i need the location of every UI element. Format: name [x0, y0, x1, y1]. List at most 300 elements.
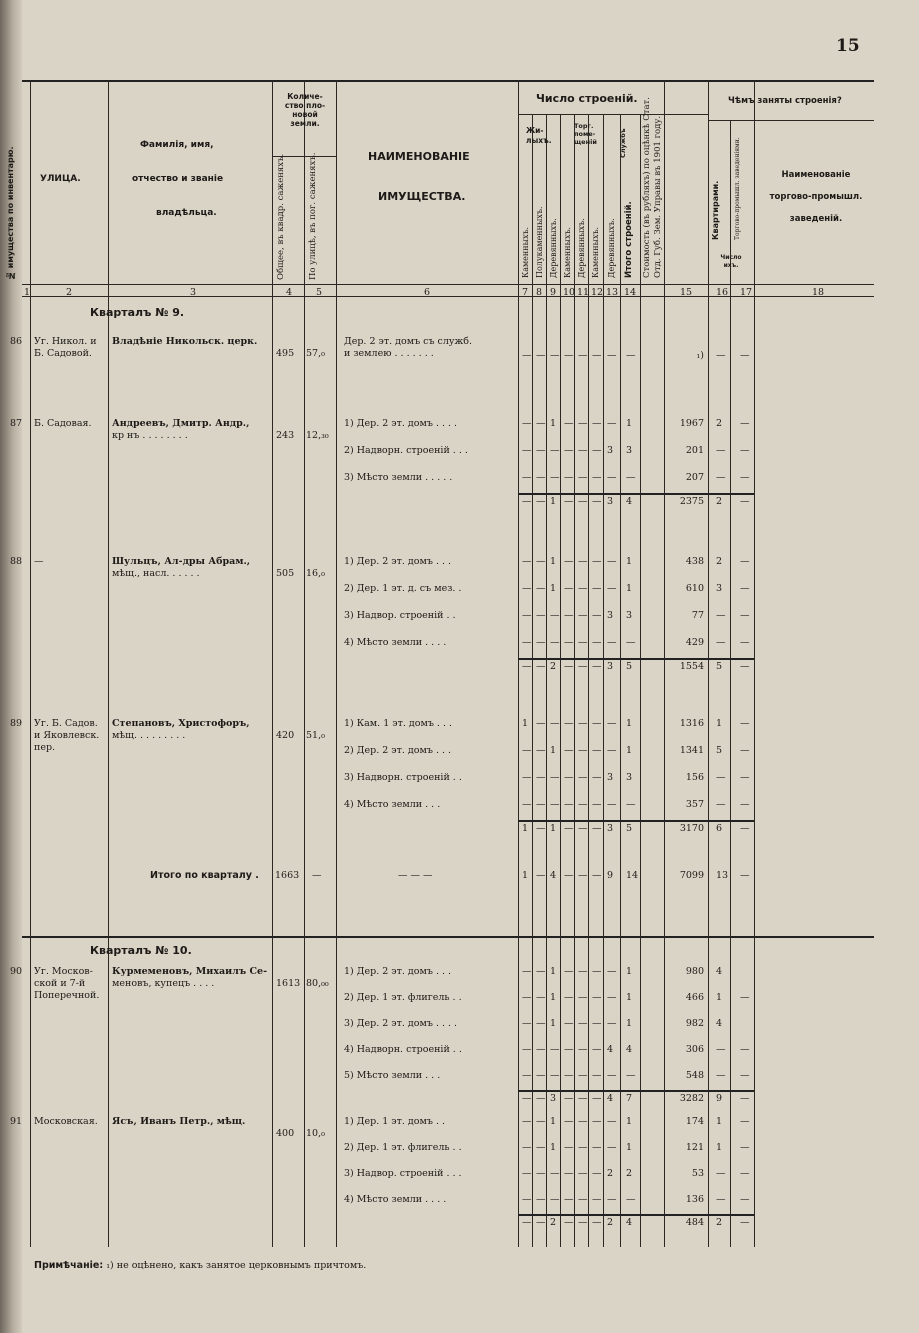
- q10-entry-90-item-3-col12: —: [592, 1018, 602, 1029]
- quarter-10-title: Кварталъ № 10.: [90, 944, 192, 957]
- q9-entry-89-item-1-col10: —: [564, 718, 574, 729]
- q9-entry-88-item-3-col10: —: [564, 610, 574, 621]
- q9-entry-89-item-1-value: 1316: [679, 718, 704, 729]
- q10-entry-90-total-value: 3282: [679, 1093, 704, 1104]
- q10-entry-90-total-col12: —: [592, 1093, 602, 1104]
- q9-entry-88-total-col13: 3: [607, 661, 614, 672]
- q10-entry-91-item-2-col11: —: [578, 1142, 588, 1153]
- q10-entry-90-item-2-value: 466: [685, 992, 704, 1003]
- q9-entry-87-total-col11: —: [578, 496, 588, 507]
- q9-entry-89-item-2-col14: 1: [626, 745, 633, 756]
- q10-entry-90-total-trade-count: —: [740, 1093, 750, 1104]
- q10-entry-91-item-4-apartments: —: [716, 1194, 726, 1205]
- q10-entry-90-total-col7: —: [522, 1093, 532, 1104]
- q9-entry-88-item-2-col11: —: [578, 583, 588, 594]
- q9-entry-88-item-4-col11: —: [578, 637, 588, 648]
- q10-entry-90-item-5-col11: —: [578, 1070, 588, 1081]
- q10-entry-91-item-1-apartments: 1: [716, 1116, 723, 1127]
- q9-entry-87-item-1-name: 1) Дер. 2 эт. домъ . . . .: [344, 418, 458, 429]
- q9-entry-88-item-1-col12: —: [592, 556, 602, 567]
- q10-entry-90-owner-0: Курмеменовъ, Михаилъ Се-: [112, 966, 268, 977]
- q10-entry-90-item-2-col14: 1: [626, 992, 633, 1003]
- column-number-6: 6: [424, 287, 431, 298]
- header-owner-2: отчество и званіе: [132, 174, 224, 184]
- q9-entry-87-item-1-col8: —: [536, 418, 546, 429]
- q10-entry-90-item-2-col8: —: [536, 992, 546, 1003]
- q9-entry-88-total-col7: —: [522, 661, 532, 672]
- q9-entry-88-item-4-name: 4) Мѣсто земли . . . .: [344, 637, 447, 648]
- q9-entry-89-item-1-trade-count: —: [740, 718, 750, 729]
- quarter-9-total-col10: —: [564, 870, 574, 881]
- q9-entry-89-item-3-col10: —: [564, 772, 574, 783]
- q9-entry-87-item-1-col12: —: [592, 418, 602, 429]
- q10-entry-90-item-5-name: 5) Мѣсто земли . . .: [344, 1070, 441, 1081]
- q9-entry-86-item-1-col14: —: [626, 350, 636, 361]
- q10-entry-90-area: 1613: [276, 978, 301, 989]
- q9-entry-89-item-2-col8: —: [536, 745, 546, 756]
- q10-entry-90-item-3-col13: —: [607, 1018, 617, 1029]
- q9-entry-88-item-3-col7: —: [522, 610, 532, 621]
- q10-entry-91-item-2-col14: 1: [626, 1142, 633, 1153]
- q10-entry-91-item-3-col12: —: [592, 1168, 602, 1179]
- q10-entry-91-total-trade-count: —: [740, 1217, 750, 1228]
- q10-entry-90-item-3-col14: 1: [626, 1018, 633, 1029]
- q9-entry-86-item-1-col9: —: [550, 350, 560, 361]
- q10-entry-90-item-4-col14: 4: [626, 1044, 633, 1055]
- q10-entry-91-frontage: 10,₀: [306, 1128, 325, 1139]
- quarter-9-total-apartments: 13: [716, 870, 729, 881]
- q10-entry-90-item-2-col11: —: [578, 992, 588, 1003]
- q10-entry-91-item-1-trade-count: —: [740, 1116, 750, 1127]
- column-number-13: 13: [606, 287, 619, 298]
- q9-entry-87-item-3-col11: —: [578, 472, 588, 483]
- q9-entry-88-area: 505: [276, 568, 295, 579]
- q10-entry-90-item-2-trade-count: —: [740, 992, 750, 1003]
- q9-entry-88-item-1-col8: —: [536, 556, 546, 567]
- column-number-15: 15: [680, 287, 693, 298]
- q9-entry-87-area: 243: [276, 430, 295, 441]
- footnote: Примѣчаніе: ₁) не оцѣнено, какъ занятое церковнымъ причтомъ.: [34, 1260, 367, 1271]
- q9-entry-88-street-0: —: [34, 556, 44, 567]
- header-col9: Деревянныхъ.: [549, 218, 558, 278]
- q9-entry-88-item-4-col10: —: [564, 637, 574, 648]
- q10-entry-90-item-3-col8: —: [536, 1018, 546, 1029]
- q9-entry-88-item-1-col9: 1: [550, 556, 557, 567]
- rule-line: [518, 1090, 754, 1092]
- q9-entry-89-item-2-name: 2) Дер. 2 эт. домъ . . .: [344, 745, 452, 756]
- q10-entry-91-item-4-trade-count: —: [740, 1194, 750, 1205]
- q10-entry-90-item-4-col13: 4: [607, 1044, 614, 1055]
- q9-entry-87-item-1-col14: 1: [626, 418, 633, 429]
- q9-entry-87-item-3-col7: —: [522, 472, 532, 483]
- q9-entry-89-item-2-apartments: 5: [716, 745, 723, 756]
- header-land-street: По улицѣ, въ пог. саженяхъ.: [308, 152, 318, 280]
- q9-entry-86-item-1-col13: —: [607, 350, 617, 361]
- q9-entry-88-total-col12: —: [592, 661, 602, 672]
- q9-entry-87-item-2-value: 201: [685, 445, 704, 456]
- q9-entry-89-item-3-col11: —: [578, 772, 588, 783]
- q10-entry-90-item-5-value: 548: [685, 1070, 704, 1081]
- q9-entry-89-item-2-col11: —: [578, 745, 588, 756]
- q9-entry-87-item-1-col10: —: [564, 418, 574, 429]
- header-value: Стоимость (въ рубляхъ) по оцѣнкѣ Стат. Отд. Губ. Зем. Управы въ 1901 году.: [642, 97, 663, 278]
- q9-entry-88-owner-0: Шульцъ, Ал-дры Абрам.,: [112, 556, 251, 567]
- column-number-14: 14: [624, 287, 637, 298]
- q9-entry-88-item-3-name: 3) Надвор. строеній . .: [344, 610, 456, 621]
- q9-entry-86-item-1-col12: —: [592, 350, 602, 361]
- q10-entry-91-item-3-col8: —: [536, 1168, 546, 1179]
- q10-entry-90-item-2-name: 2) Дер. 1 эт. флигель . .: [344, 992, 462, 1003]
- header-col7: Каменныхъ.: [521, 226, 530, 278]
- q10-entry-91-item-3-col7: —: [522, 1168, 532, 1179]
- quarter-9-total-value: 7099: [679, 870, 704, 881]
- q10-entry-91-total-value: 484: [685, 1217, 704, 1228]
- q10-entry-91-total-col14: 4: [626, 1217, 633, 1228]
- q10-entry-91-number: 91: [10, 1116, 23, 1127]
- q9-entry-87-item-2-col10: —: [564, 445, 574, 456]
- q10-entry-91-item-2-col9: 1: [550, 1142, 557, 1153]
- q9-entry-89-item-3-value: 156: [685, 772, 704, 783]
- q10-entry-91-total-col12: —: [592, 1217, 602, 1228]
- header-trade-estab: Торгово-промышл. заведеніями.: [734, 137, 741, 240]
- column-number-8: 8: [536, 287, 543, 298]
- q9-entry-89-area: 420: [276, 730, 295, 741]
- q10-entry-90-total-col14: 7: [626, 1093, 633, 1104]
- quarter-9-total-col9: 4: [550, 870, 557, 881]
- q9-entry-89-total-col8: —: [536, 823, 546, 834]
- quarter-9-total-frontage: —: [312, 870, 322, 881]
- q10-entry-90-item-3-col11: —: [578, 1018, 588, 1029]
- q9-entry-87-item-1-col7: —: [522, 418, 532, 429]
- header-property-1: НАИМЕНОВАНІЕ: [368, 150, 470, 163]
- q9-entry-88-item-3-col9: —: [550, 610, 560, 621]
- q10-entry-91-total-col7: —: [522, 1217, 532, 1228]
- q9-entry-87-item-3-col12: —: [592, 472, 602, 483]
- q9-entry-87-item-3-name: 3) Мѣсто земли . . . . .: [344, 472, 453, 483]
- q9-entry-88-item-4-col7: —: [522, 637, 532, 648]
- quarter-9-total-label: Итого по кварталу .: [150, 870, 259, 881]
- q10-entry-91-item-3-col13: 2: [607, 1168, 614, 1179]
- q9-entry-86-item-1-col11: —: [578, 350, 588, 361]
- q9-entry-89-item-4-trade-count: —: [740, 799, 750, 810]
- q9-entry-87-item-3-col13: —: [607, 472, 617, 483]
- column-number-9: 9: [550, 287, 557, 298]
- q9-entry-87-total-apartments: 2: [716, 496, 723, 507]
- q9-entry-89-item-1-col14: 1: [626, 718, 633, 729]
- q10-entry-90-item-1-apartments: 4: [716, 966, 723, 977]
- q10-entry-90-item-2-apartments: 1: [716, 992, 723, 1003]
- q10-entry-90-item-4-col8: —: [536, 1044, 546, 1055]
- q9-entry-88-item-2-name: 2) Дер. 1 эт. д. съ мез. .: [344, 583, 462, 594]
- q10-entry-91-item-2-col13: —: [607, 1142, 617, 1153]
- q9-entry-89-item-3-name: 3) Надворн. строеній . .: [344, 772, 462, 783]
- q10-entry-90-item-3-name: 3) Дер. 2 эт. домъ . . . .: [344, 1018, 458, 1029]
- q9-entry-89-item-3-col13: 3: [607, 772, 614, 783]
- q9-entry-88-item-4-col8: —: [536, 637, 546, 648]
- q9-entry-87-total-col8: —: [536, 496, 546, 507]
- q9-entry-87-owner-1: кр нъ . . . . . . . .: [112, 430, 188, 441]
- header-trade-name: Наименованіе торгово-промышл. заведеній.: [769, 170, 863, 224]
- header-property-2: ИМУЩЕСТВА.: [378, 190, 466, 203]
- q9-entry-88-item-3-col8: —: [536, 610, 546, 621]
- q9-entry-87-item-2-name: 2) Надворн. строеній . . .: [344, 445, 468, 456]
- q10-entry-91-item-1-col11: —: [578, 1116, 588, 1127]
- q10-entry-90-total-apartments: 9: [716, 1093, 723, 1104]
- q9-entry-87-item-1-col9: 1: [550, 418, 557, 429]
- q9-entry-87-item-2-col12: —: [592, 445, 602, 456]
- q10-entry-90-item-5-col10: —: [564, 1070, 574, 1081]
- q9-entry-88-item-2-col13: —: [607, 583, 617, 594]
- q10-entry-91-item-4-value: 136: [685, 1194, 704, 1205]
- header-land-total: Общее, въ квадр. саженяхъ.: [276, 153, 286, 280]
- q10-entry-91-item-1-col9: 1: [550, 1116, 557, 1127]
- q10-entry-91-item-3-trade-count: —: [740, 1168, 750, 1179]
- q9-entry-89-item-4-col11: —: [578, 799, 588, 810]
- header-service: Службъ: [619, 128, 627, 158]
- rule-line: [518, 658, 754, 660]
- q9-entry-86-item-1-apartments: —: [716, 350, 726, 361]
- q9-entry-86-item-1-col7: —: [522, 350, 532, 361]
- q10-entry-91-item-3-name: 3) Надвор. строеній . . .: [344, 1168, 462, 1179]
- column-number-5: 5: [316, 287, 323, 298]
- q9-entry-87-total-col9: 1: [550, 496, 557, 507]
- q9-entry-89-item-4-col12: —: [592, 799, 602, 810]
- column-number-7: 7: [522, 287, 529, 298]
- q9-entry-89-item-3-col7: —: [522, 772, 532, 783]
- column-number-16: 16: [716, 287, 729, 298]
- q9-entry-88-item-1-trade-count: —: [740, 556, 750, 567]
- q9-entry-89-total-col9: 1: [550, 823, 557, 834]
- q9-entry-89-item-1-apartments: 1: [716, 718, 723, 729]
- q9-entry-88-item-2-col10: —: [564, 583, 574, 594]
- q9-entry-89-total-col12: —: [592, 823, 602, 834]
- quarter-9-total-trade-count: —: [740, 870, 750, 881]
- q9-entry-89-item-3-col9: —: [550, 772, 560, 783]
- q10-entry-91-total-col10: —: [564, 1217, 574, 1228]
- header-trade: Торг. поме- щеній: [574, 122, 597, 146]
- q9-entry-89-owner-1: мѣщ. . . . . . . . .: [112, 730, 186, 741]
- quarter-9-total-col11: —: [578, 870, 588, 881]
- q9-entry-87-frontage: 12,₃₀: [306, 430, 329, 441]
- q9-entry-87-item-1-value: 1967: [679, 418, 704, 429]
- q9-entry-87-owner-0: Андреевъ, Дмитр. Андр.,: [112, 418, 250, 429]
- q10-entry-90-item-5-col9: —: [550, 1070, 560, 1081]
- q10-entry-90-item-1-col10: —: [564, 966, 574, 977]
- q10-entry-90-item-3-value: 982: [685, 1018, 704, 1029]
- q10-entry-90-item-1-col8: —: [536, 966, 546, 977]
- q9-entry-87-item-3-trade-count: —: [740, 472, 750, 483]
- header-total-buildings: Итого строеній.: [624, 201, 634, 278]
- q9-entry-87-total-col7: —: [522, 496, 532, 507]
- q9-entry-88-item-1-col10: —: [564, 556, 574, 567]
- header-occupied-by: Чѣмъ заняты строенія?: [728, 96, 842, 106]
- q9-entry-88-item-2-col7: —: [522, 583, 532, 594]
- q9-entry-88-item-1-name: 1) Дер. 2 эт. домъ . . .: [344, 556, 452, 567]
- q10-entry-90-item-3-apartments: 4: [716, 1018, 723, 1029]
- q9-entry-88-number: 88: [10, 556, 23, 567]
- q9-entry-87-number: 87: [10, 418, 23, 429]
- q9-entry-89-total-value: 3170: [679, 823, 704, 834]
- q10-entry-90-item-1-col14: 1: [626, 966, 633, 977]
- q10-entry-90-item-3-col10: —: [564, 1018, 574, 1029]
- q10-entry-90-item-1-name: 1) Дер. 2 эт. домъ . . .: [344, 966, 452, 977]
- q10-entry-91-item-2-col7: —: [522, 1142, 532, 1153]
- q9-entry-86-item-1-trade-count: —: [740, 350, 750, 361]
- q9-entry-87-item-2-col9: —: [550, 445, 560, 456]
- q9-entry-89-item-4-col9: —: [550, 799, 560, 810]
- q9-entry-89-item-1-col12: —: [592, 718, 602, 729]
- header-land-qty: Количе- ство пло- новой земли.: [284, 92, 326, 128]
- q10-entry-90-item-4-trade-count: —: [740, 1044, 750, 1055]
- header-num-buildings: Число строеній.: [536, 92, 638, 105]
- quarter-9-total-property: — — —: [398, 870, 433, 881]
- q9-entry-87-item-2-apartments: —: [716, 445, 726, 456]
- spine-label: № имущества по инвентарю.: [6, 146, 15, 280]
- quarter-9-total-col12: —: [592, 870, 602, 881]
- q9-entry-88-item-2-col14: 1: [626, 583, 633, 594]
- header-count: Число ихъ.: [720, 254, 742, 269]
- q9-entry-89-street-1: и Яковлевск.: [34, 730, 100, 741]
- q9-entry-86-item-1-name: Дер. 2 эт. домъ съ служб.: [344, 336, 472, 347]
- q10-entry-90-item-1-col11: —: [578, 966, 588, 977]
- q10-entry-91-item-1-name: 1) Дер. 1 эт. домъ . .: [344, 1116, 445, 1127]
- q10-entry-90-item-1-col7: —: [522, 966, 532, 977]
- q10-entry-90-item-2-col13: —: [607, 992, 617, 1003]
- q10-entry-90-item-1-col13: —: [607, 966, 617, 977]
- q9-entry-89-item-4-apartments: —: [716, 799, 726, 810]
- q9-entry-88-item-1-col7: —: [522, 556, 532, 567]
- q10-entry-90-total-col11: —: [578, 1093, 588, 1104]
- q10-entry-91-item-4-col10: —: [564, 1194, 574, 1205]
- q9-entry-87-item-2-col7: —: [522, 445, 532, 456]
- q10-entry-91-item-4-col11: —: [578, 1194, 588, 1205]
- q10-entry-91-item-2-value: 121: [685, 1142, 704, 1153]
- q9-entry-89-item-2-col13: —: [607, 745, 617, 756]
- q9-entry-88-total-apartments: 5: [716, 661, 723, 672]
- q9-entry-89-item-1-col8: —: [536, 718, 546, 729]
- q9-entry-89-street-2: пер.: [34, 742, 56, 753]
- q9-entry-87-item-2-col14: 3: [626, 445, 633, 456]
- q10-entry-90-street-1: ской и 7-й: [34, 978, 86, 989]
- q9-entry-87-item-1-col13: —: [607, 418, 617, 429]
- q9-entry-88-total-col14: 5: [626, 661, 633, 672]
- q10-entry-91-street-0: Московская.: [34, 1116, 98, 1127]
- q9-entry-89-total-col7: 1: [522, 823, 529, 834]
- q10-entry-91-item-3-col9: —: [550, 1168, 560, 1179]
- q9-entry-87-total-col10: —: [564, 496, 574, 507]
- q9-entry-88-item-4-apartments: —: [716, 637, 726, 648]
- q10-entry-90-item-2-col10: —: [564, 992, 574, 1003]
- q9-entry-86-owner-0: Владѣніе Никольск. церк.: [112, 336, 258, 347]
- q9-entry-88-item-4-col12: —: [592, 637, 602, 648]
- q9-entry-88-item-4-col14: —: [626, 637, 636, 648]
- q10-entry-91-item-4-col7: —: [522, 1194, 532, 1205]
- q10-entry-90-total-col13: 4: [607, 1093, 614, 1104]
- q10-entry-90-item-5-col14: —: [626, 1070, 636, 1081]
- q9-entry-86-item-1-col8: —: [536, 350, 546, 361]
- q9-entry-88-item-3-col11: —: [578, 610, 588, 621]
- q10-entry-90-owner-1: меновъ, купецъ . . . .: [112, 978, 215, 989]
- q9-entry-89-item-1-col11: —: [578, 718, 588, 729]
- q9-entry-88-item-2-value: 610: [685, 583, 704, 594]
- q9-entry-89-total-col10: —: [564, 823, 574, 834]
- q9-entry-89-item-1-col9: —: [550, 718, 560, 729]
- rule-line: [518, 493, 754, 495]
- q9-entry-87-item-1-col11: —: [578, 418, 588, 429]
- q9-entry-87-total-col13: 3: [607, 496, 614, 507]
- q10-entry-90-item-4-col12: —: [592, 1044, 602, 1055]
- q10-entry-91-item-3-apartments: —: [716, 1168, 726, 1179]
- q10-entry-90-total-col9: 3: [550, 1093, 557, 1104]
- q9-entry-86-item-1-col10: —: [564, 350, 574, 361]
- q10-entry-91-item-1-col7: —: [522, 1116, 532, 1127]
- header-owner-1: Фамилія, имя,: [140, 140, 214, 150]
- q10-entry-90-frontage: 80,₀₀: [306, 978, 329, 989]
- q10-entry-91-total-col8: —: [536, 1217, 546, 1228]
- q10-entry-91-area: 400: [276, 1128, 295, 1139]
- q10-entry-90-street-2: Поперечной.: [34, 990, 100, 1001]
- header-apartments: Квартирами.: [711, 180, 720, 240]
- q9-entry-86-street-1: Б. Садовой.: [34, 348, 92, 359]
- q9-entry-88-total-col11: —: [578, 661, 588, 672]
- q10-entry-91-item-3-col10: —: [564, 1168, 574, 1179]
- q9-entry-89-item-2-col9: 1: [550, 745, 557, 756]
- q9-entry-88-item-4-col9: —: [550, 637, 560, 648]
- q10-entry-90-item-1-col12: —: [592, 966, 602, 977]
- header-col12: Каменныхъ.: [591, 226, 600, 278]
- q9-entry-89-item-4-value: 357: [685, 799, 704, 810]
- q9-entry-88-item-1-col11: —: [578, 556, 588, 567]
- q9-entry-89-item-4-col7: —: [522, 799, 532, 810]
- q9-entry-88-total-col9: 2: [550, 661, 557, 672]
- q10-entry-90-total-col8: —: [536, 1093, 546, 1104]
- q9-entry-88-item-2-col8: —: [536, 583, 546, 594]
- column-number-18: 18: [812, 287, 825, 298]
- q9-entry-89-item-1-name: 1) Кам. 1 эт. домъ . . .: [344, 718, 453, 729]
- q10-entry-90-item-3-col9: 1: [550, 1018, 557, 1029]
- q9-entry-89-item-4-col10: —: [564, 799, 574, 810]
- q9-entry-88-total-trade-count: —: [740, 661, 750, 672]
- q10-entry-91-item-3-value: 53: [691, 1168, 704, 1179]
- q10-entry-90-item-5-apartments: —: [716, 1070, 726, 1081]
- quarter-9-total-col13: 9: [607, 870, 614, 881]
- q10-entry-90-item-2-col9: 1: [550, 992, 557, 1003]
- q9-entry-87-total-trade-count: —: [740, 496, 750, 507]
- q10-entry-91-total-apartments: 2: [716, 1217, 723, 1228]
- q10-entry-90-item-4-apartments: —: [716, 1044, 726, 1055]
- q10-entry-90-item-4-value: 306: [685, 1044, 704, 1055]
- column-number-17: 17: [740, 287, 753, 298]
- q9-entry-86-item-1-name-cont: и землею . . . . . . .: [344, 348, 434, 359]
- column-number-11: 11: [577, 287, 590, 298]
- q9-entry-89-total-trade-count: —: [740, 823, 750, 834]
- q9-entry-88-item-3-apartments: —: [716, 610, 726, 621]
- q9-entry-88-item-3-trade-count: —: [740, 610, 750, 621]
- q10-entry-90-item-5-col7: —: [522, 1070, 532, 1081]
- q9-entry-88-total-value: 1554: [679, 661, 704, 672]
- q9-entry-89-owner-0: Степановъ, Христофоръ,: [112, 718, 250, 729]
- header-col11: Деревянныхъ.: [577, 218, 586, 278]
- q10-entry-91-total-col9: 2: [550, 1217, 557, 1228]
- q10-entry-90-item-4-col10: —: [564, 1044, 574, 1055]
- q9-entry-86-area: 495: [276, 348, 295, 359]
- q9-entry-87-item-3-col14: —: [626, 472, 636, 483]
- quarter-9-title: Кварталъ № 9.: [90, 306, 185, 319]
- q9-entry-88-item-2-col12: —: [592, 583, 602, 594]
- q9-entry-87-street-0: Б. Садовая.: [34, 418, 92, 429]
- rule-line: [518, 1214, 754, 1216]
- q10-entry-91-item-1-value: 174: [685, 1116, 704, 1127]
